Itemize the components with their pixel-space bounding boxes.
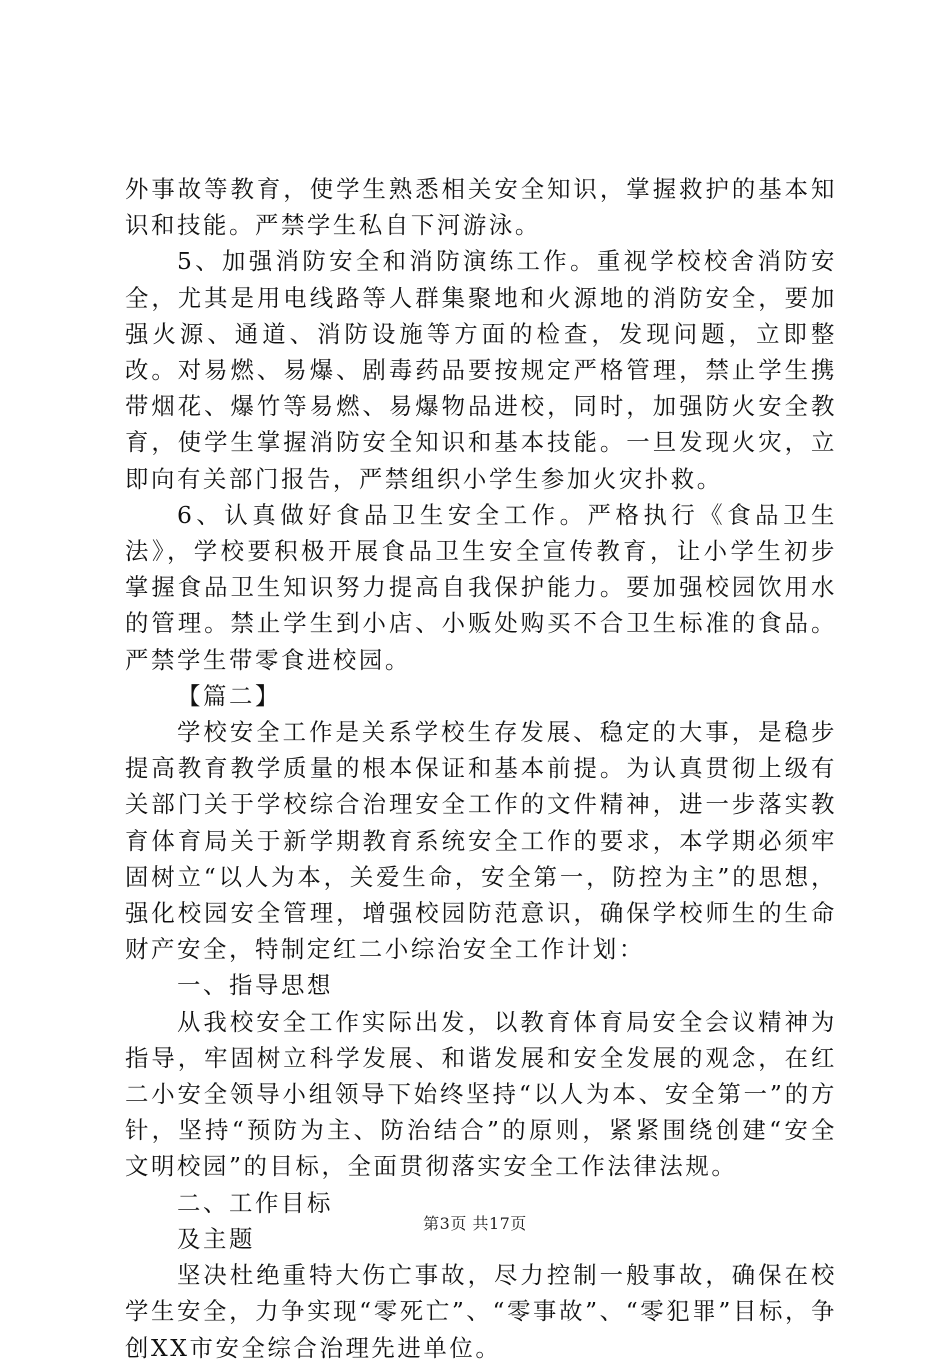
document-body: [125, 171, 837, 1366]
page-number-footer: 第3页 共17页: [423, 1214, 527, 1233]
paragraph-2: 6、认真做好食品卫生安全工作。严格执行《食品卫生法》，学校要积极开展食品卫生安全宣传教育，让小学生初步掌握食品卫生知识努力提高自我保护能力。要加强校园饮用水的管理。禁止学生到小店、小贩处购买不合卫生标准的食品。严禁学生带零食进校园。: [125, 500, 837, 674]
section-heading-work-goals: 二、工作目标: [177, 1188, 333, 1217]
section-subheading-theme: 及主题: [177, 1224, 255, 1253]
paragraph-6: 从我校安全工作实际出发，以教育体育局安全会议精神为指导，牢固树立科学发展、和谐发展和安全发展的观念，在红二小安全领导小组领导下始终坚持“以人为本、安全第一”的方针，坚持“预防为主、防治结合”的原则，紧紧围绕创建“安全文明校园”的目标，全面贯彻落实安全工作法律法规。: [125, 1007, 837, 1181]
paragraph-4: 学校安全工作是关系学校生存发展、稳定的大事，是稳步提高教育教学质量的根本保证和基本前提。为认真贯彻上级有关部门关于学校综合治理安全工作的文件精神，进一步落实教育体育局关于新学期教育系统安全工作的要求，本学期必须牢固树立“以人为本，关爱生命，安全第一，防控为主”的思想，强化校园安全管理，增强校园防范意识，确保学校师生的生命财产安全，特制定红二小综治安全工作计划：: [125, 718, 837, 964]
paragraph-1: 5、加强消防安全和消防演练工作。重视学校校舍消防安全，尤其是用电线路等人群集聚地和火源地的消防安全，要加强火源、通道、消防设施等方面的检查，发现问题，立即整改。对易燃、易爆、剧毒药品要按规定严格管理，禁止学生携带烟花、爆竹等易燃、易爆物品进校，同时，加强防火安全教育，使学生掌握消防安全知识和基本技能。一旦发现火灾，立即向有关部门报告，严禁组织小学生参加火灾扑救。: [125, 247, 837, 493]
paragraph-9: 坚决杜绝重特大伤亡事故，尽力控制一般事故，确保在校学生安全，力争实现“零死亡”、“零事故”、“零犯罪”目标，争创XX市安全综合治理先进单位。: [125, 1261, 837, 1362]
section-heading-guiding-thought: 一、指导思想: [177, 971, 333, 1000]
paragraph-0: 外事故等教育，使学生熟悉相关安全知识，掌握救护的基本知识和技能。严禁学生私自下河游泳。: [125, 175, 837, 240]
section-heading-part-two: 【篇二】: [177, 681, 281, 710]
